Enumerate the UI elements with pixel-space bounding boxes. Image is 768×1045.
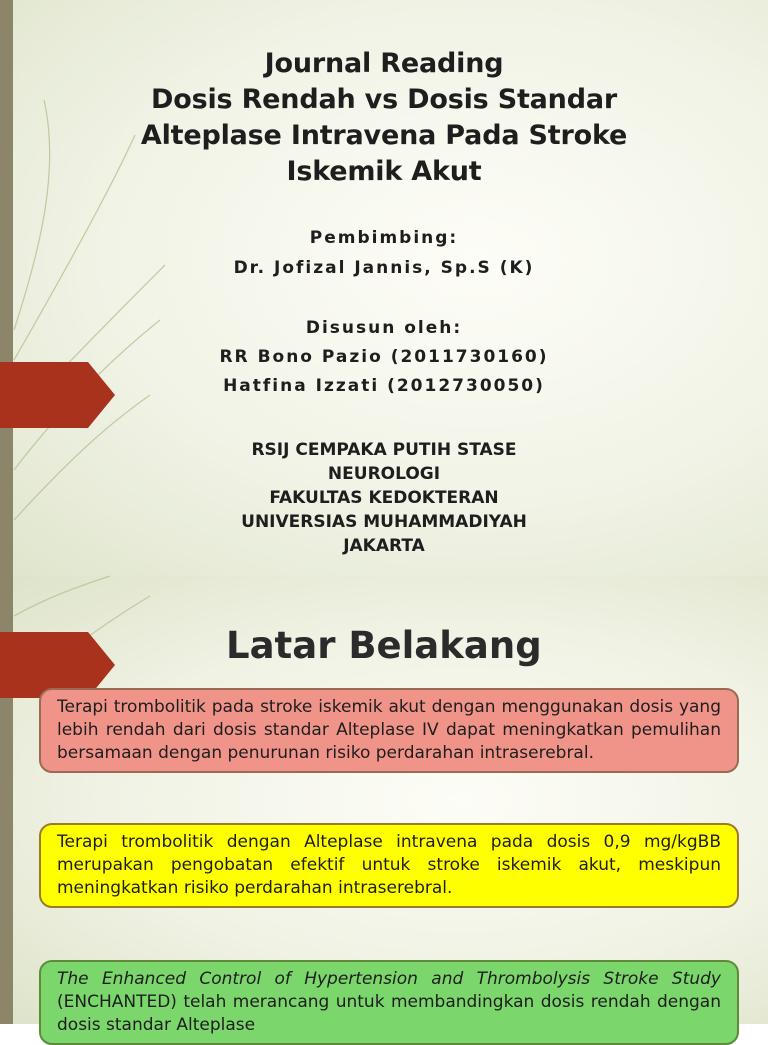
institution-line-1: RSIJ CEMPAKA PUTIH STASE (251, 440, 517, 460)
institution-line-2: NEUROLOGI (327, 464, 441, 484)
institution-line-3: FAKULTAS KEDOKTERAN (269, 488, 499, 508)
study-name: The Enhanced Control of Hypertension and Thrombolysis Stroke Study (57, 969, 721, 989)
author-1: RR Bono Pazio (2011730160) (219, 347, 549, 367)
background-slide (0, 576, 768, 1035)
institution-line-4: UNIVERSIAS MUHAMMADIYAH (241, 512, 527, 532)
title-line-1: Journal Reading (264, 48, 504, 79)
author-2: Hatfina Izzati (2012730050) (223, 376, 545, 396)
title-line-2: Dosis Rendah vs Dosis Standar (151, 84, 617, 115)
background-point-1: Terapi trombolitik pada stroke iskemik akut dengan menggunakan dosis yang lebih rendah dari dosis standar Alteplase IV dapat meningkatkan pemulihan bersamaan dengan penurunan risiko perdarahan intraserebral. (39, 688, 739, 773)
background-point-2: Terapi trombolitik dengan Alteplase intravena pada dosis 0,9 mg/kgBB merupakan pengobatan efektif untuk stroke iskemik akut, meskipun meningkatkan risiko perdarahan intraserebral. (39, 823, 739, 908)
authors-label: Disusun oleh: (305, 318, 463, 338)
supervisor-label: Pembimbing: (309, 228, 459, 248)
slide-title: Latar Belakang (226, 624, 542, 667)
title-line-3: Alteplase Intravena Pada Stroke (140, 120, 628, 151)
study-description: (ENCHANTED) telah merancang untuk membandingkan dosis rendah dengan dosis standar Alteplase (57, 992, 721, 1035)
institution-line-5: JAKARTA (343, 536, 425, 556)
title-line-4: Iskemik Akut (286, 156, 482, 187)
supervisor-name: Dr. Jofizal Jannis, Sp.S (K) (233, 258, 535, 278)
background-point-3 (39, 960, 739, 1045)
title-block (0, 46, 768, 190)
institution-block (0, 438, 768, 558)
